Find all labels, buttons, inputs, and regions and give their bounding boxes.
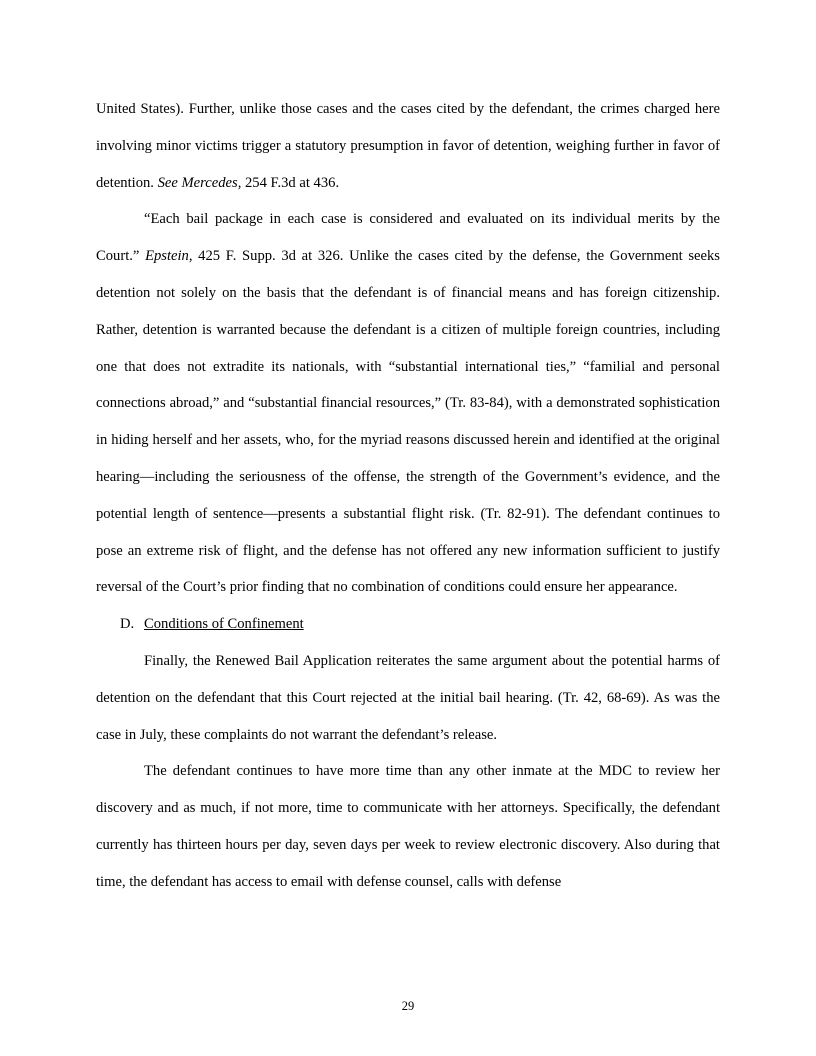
page-number: 29 (401, 999, 415, 1013)
text-run: , 425 F. Supp. 3d at 326. Unlike the cases cited by the defense, the Government seeks detention not solely on the basis that the defendant is of financial means and has foreign citizenship. Rather, detention is warranted because the defendant is a citizen of multiple foreign countries, including one that does not extradite its nationals, with “substantial international ties,” “familial and personal connections abroad,” and “substantial financial resources,” (Tr. 83-84), with a demonstrated sophistication in hiding herself and her assets, who, for the myriad reasons discussed herein and identified at the original hearing—including the seriousness of the offense, the strength of the Government’s evidence, and the potential length of sentence—presents a substantial flight risk. (Tr. 82-91). The defendant continues to pose an extreme risk of flight, and the defense has not offered any new information sufficient to justify reversal of the Court’s prior finding that no combination of conditions could ensure her appearance. (96, 248, 720, 596)
section-letter: D. (120, 616, 135, 633)
text-run: The defendant continues to have more time than any other inmate at the MDC to review her discovery and as much, if not more, time to communicate with her attorneys. Specifically, the defendant currently has thirteen hours per day, seven days per week to review electronic discovery. Also during that time, the defendant has access to email with defense counsel, calls with defense (96, 763, 720, 890)
document-body (96, 91, 720, 901)
paragraph-continuation (96, 91, 720, 201)
case-citation: Epstein (145, 248, 189, 265)
paragraph-discovery (96, 753, 720, 900)
section-title: Conditions of Confinement (144, 616, 304, 633)
text-run: , 254 F.3d at 436. (237, 174, 340, 191)
paragraph-conditions (96, 643, 720, 753)
section-heading (96, 606, 720, 643)
paragraph-bail-package (96, 201, 720, 606)
text-run: United States). Further, unlike those cases and the cases cited by the defendant, the crimes charged here involving minor victims trigger a statutory presumption in favor of detention, weighing further in favor of detention. (96, 101, 720, 191)
text-run: Finally, the Renewed Bail Application reiterates the same argument about the potential harms of detention on the defendant that this Court rejected at the initial bail hearing. (Tr. 42, 68-69). As was the case in July, these complaints do not warrant the defendant’s release. (96, 652, 720, 743)
case-citation: See Mercedes (157, 174, 238, 191)
text-run: “Each bail package in each case is considered and evaluated on its individual merits by the Court.” (96, 211, 720, 265)
